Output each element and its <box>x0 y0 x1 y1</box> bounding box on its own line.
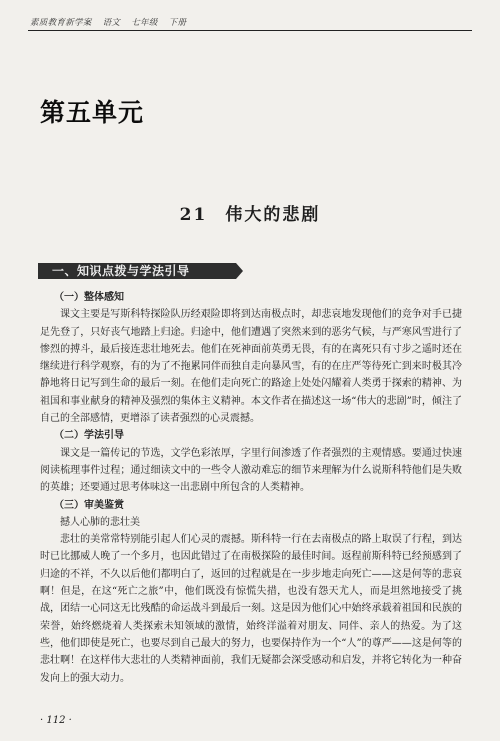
section-paragraph: 课文主要是写斯科特探险队历经艰险即将到达南极点时，却悲哀地发现他们的竞争对手已捷足先登了，只好丧气地踏上归途。归途中，他们遭遇了突然来到的恶劣气候，与严寒风雪进行了惨烈的搏斗，最后接连悲壮地死去。他们在死神面前英勇无畏，有的在离死只有寸步之遥时还在继续进行科学观察，有的为了不拖累同伴而独自走向暴风雪，有的在庄严等待死亡到来时极其冷静地将日记写到生命的最后一刻。在他们走向死亡的路途上处处闪耀着人类勇于探索的精神、为祖国和事业献身的精神及强烈的集体主义精神。本文作者在描述这一场“伟大的悲剧”时，倾注了自己的全部感情，更增添了读者强烈的心灵震撼。 <box>40 309 462 425</box>
header-term: 下册 <box>168 18 187 28</box>
section-banner: 一、知识点拨与学法引导 <box>38 263 236 279</box>
page-number: · 112 · <box>40 715 72 726</box>
running-header <box>30 16 470 28</box>
unit-title: 第五单元 <box>40 98 145 127</box>
lesson-number: 21 <box>179 205 208 225</box>
section-paragraph: 课文是一篇传记的节选，文学色彩浓厚，字里行间渗透了作者强烈的主观情感。要通过快速阅读梳理事件过程；通过细读文中的一些令人激动难忘的细节来理解为什么说斯科特他们是失败的英雄；还要通过思考体味这一出悲剧中所包含的人类精神。 <box>40 447 462 494</box>
section-subheading: 撼人心肺的悲壮美 <box>60 516 140 528</box>
lesson-content <box>40 289 462 687</box>
section-heading-method: （二）学法引导 <box>54 430 124 442</box>
lesson-name: 伟大的悲剧 <box>225 205 321 225</box>
header-series: 素质教育新学案 <box>30 18 92 28</box>
section-heading-appreciation: （三）审美鉴赏 <box>54 499 124 511</box>
header-subject: 语文 <box>102 18 121 28</box>
header-grade: 七年级 <box>131 18 158 28</box>
section-heading-overview: （一）整体感知 <box>54 292 124 303</box>
header-rule <box>28 30 472 31</box>
section-paragraph: 悲壮的美常常特别能引起人们心灵的震撼。斯科特一行在去南极点的路上取误了行程，到达时已比挪威人晚了一个多月，也因此错过了在南极探险的最佳时间。返程前斯科特已经预感到了归途的不祥，不久以后他们都明白了，返回的过程就是在一步步地走向死亡——这是何等的悲哀啊！但是，在这“死亡之旅”中，他们既没有惊慌失措，也没有怨天尤人，而是坦然地接受了挑战，团结一心同这无比残酷的命运战斗到最后一刻。这是因为他们心中始终承载着祖国和民族的荣誉，始终燃烧着人类探索未知领域的激情，始终洋溢着对朋友、同伴、亲人的热爱。为了这些，他们即使是死亡，也要尽到自己最大的努力，也要保持作为一个“人”的尊严——这是何等的悲壮啊！在这样伟大悲壮的人类精神面前，我们无疑都会深受感动和启发，并将它转化为一种奋发向上的强大动力。 <box>40 534 462 684</box>
lesson-title <box>0 200 500 225</box>
